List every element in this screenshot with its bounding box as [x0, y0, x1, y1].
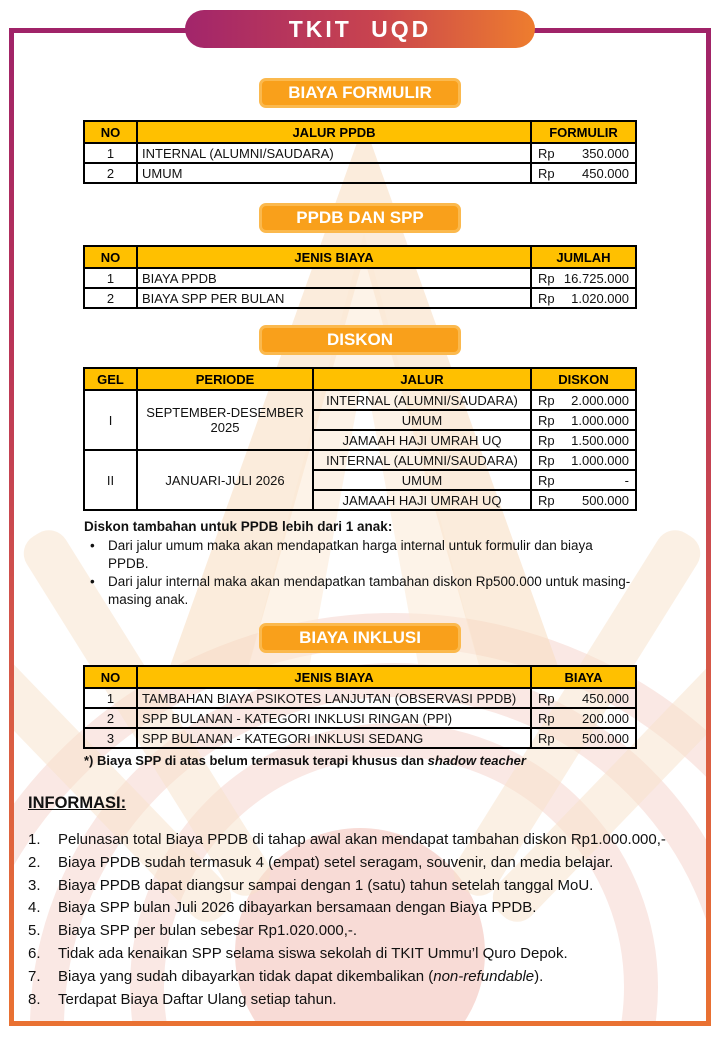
item-number: 4. [28, 899, 41, 917]
header-cell-no: NO [84, 246, 137, 268]
currency-label: Rp [538, 270, 555, 286]
cell-gel: I [84, 390, 137, 450]
currency-label: Rp [538, 432, 555, 448]
informasi-list [28, 829, 696, 1011]
currency-label: Rp [538, 392, 555, 408]
amount-value: 2.000.000 [571, 392, 629, 408]
note-text: Dari jalur internal maka akan mendapatkan tambahan diskon Rp500.000 untuk masing-masing anak. [108, 574, 631, 607]
list-item [28, 852, 696, 875]
inklusi-footnote [84, 753, 636, 768]
cell-no: 2 [84, 708, 137, 728]
amount-value: 200.000 [582, 710, 629, 726]
item-number: 2. [28, 853, 41, 871]
cell-amount [531, 450, 636, 470]
item-text [58, 966, 696, 989]
currency-label: Rp [538, 492, 555, 508]
list-item [28, 897, 696, 920]
item-text-italic: non-refundable [433, 967, 535, 985]
list-item [28, 943, 696, 966]
amount-value: - [624, 472, 629, 488]
cell-periode: SEPTEMBER-DESEMBER 2025 [137, 390, 313, 450]
formulir-table [83, 120, 637, 184]
currency-label: Rp [538, 145, 555, 161]
cell-amount [531, 410, 636, 430]
cell-amount [531, 268, 636, 288]
header-cell-biaya: BIAYA [531, 666, 636, 688]
currency-label: Rp [538, 710, 555, 726]
currency-label: Rp [538, 690, 555, 706]
section-banner-biaya-formulir: BIAYA FORMULIR [259, 78, 461, 108]
amount-value: 500.000 [582, 492, 629, 508]
cell-amount [531, 728, 636, 748]
list-item [28, 989, 696, 1012]
header-cell-jumlah: JUMLAH [531, 246, 636, 268]
cell-no: 2 [84, 163, 137, 183]
list-item [84, 537, 636, 573]
currency-label: Rp [538, 730, 555, 746]
item-number: 6. [28, 944, 41, 962]
ppdb-spp-table [83, 245, 637, 309]
item-number: 1. [28, 831, 41, 848]
amount-value: 1.020.000 [571, 290, 629, 306]
section-banner-biaya-inklusi: BIAYA INKLUSI [259, 623, 461, 653]
cell-name: SPP BULANAN - KATEGORI INKLUSI RINGAN (PPI) [137, 708, 531, 728]
currency-label: Rp [538, 412, 555, 428]
cell-amount [531, 470, 636, 490]
amount-value: 450.000 [582, 165, 629, 181]
amount-value: 350.000 [582, 145, 629, 161]
table-row [84, 390, 636, 410]
currency-label: Rp [538, 472, 555, 488]
cell-amount [531, 288, 636, 308]
cell-no: 1 [84, 688, 137, 708]
footnote-italic-text: shadow teacher [427, 753, 526, 768]
list-item [84, 573, 636, 609]
table-row [84, 288, 636, 308]
item-text-suffix: ). [534, 967, 544, 985]
item-text: Biaya SPP bulan Juli 2026 dibayarkan bersamaan dengan Biaya PPDB. [58, 899, 537, 917]
header-cell-periode: PERIODE [137, 368, 313, 390]
diskon-table [83, 367, 637, 511]
header-cell-diskon: DISKON [531, 368, 636, 390]
cell-name: INTERNAL (ALUMNI/SAUDARA) [137, 143, 531, 163]
table-header-row [84, 246, 636, 268]
list-item [28, 966, 696, 989]
cell-periode: JANUARI-JULI 2026 [137, 450, 313, 510]
cell-no: 1 [84, 143, 137, 163]
amount-value: 500.000 [582, 730, 629, 746]
informasi-section [28, 794, 696, 1011]
item-text: Biaya PPDB sudah termasuk 4 (empat) setel seragam, souvenir, dan media belajar. [58, 853, 614, 871]
header-cell-no: NO [84, 666, 137, 688]
bullet-icon: • [90, 538, 95, 553]
cell-amount [531, 163, 636, 183]
cell-jalur: JAMAAH HAJI UMRAH UQ [313, 490, 531, 510]
amount-value: 1.000.000 [571, 412, 629, 428]
currency-label: Rp [538, 452, 555, 468]
amount-value: 1.000.000 [571, 452, 629, 468]
header-cell-jenis-biaya: JENIS BIAYA [137, 666, 531, 688]
cell-amount [531, 708, 636, 728]
inklusi-table [83, 665, 637, 749]
cell-name: SPP BULANAN - KATEGORI INKLUSI SEDANG [137, 728, 531, 748]
table-header-row [84, 368, 636, 390]
item-number: 7. [28, 967, 41, 985]
list-item [28, 875, 696, 898]
bullet-icon: • [90, 574, 95, 589]
informasi-heading: INFORMASI: [28, 794, 127, 812]
table-row [84, 163, 636, 183]
header-cell-jalur-ppdb: JALUR PPDB [137, 121, 531, 143]
table-row [84, 268, 636, 288]
cell-jalur: INTERNAL (ALUMNI/SAUDARA) [313, 390, 531, 410]
item-text: Biaya SPP per bulan sebesar Rp1.020.000,-. [58, 922, 358, 940]
section-banner-ppdb-dan-spp: PPDB DAN SPP [259, 203, 461, 233]
cell-name: BIAYA SPP PER BULAN [137, 288, 531, 308]
table-row [84, 143, 636, 163]
cell-name: UMUM [137, 163, 531, 183]
currency-label: Rp [538, 165, 555, 181]
item-text: Pelunasan total Biaya PPDB di tahap awal akan mendapat tambahan diskon Rp1.000.000,- [58, 831, 666, 848]
item-number: 3. [28, 876, 41, 894]
cell-amount [531, 688, 636, 708]
cell-jalur: INTERNAL (ALUMNI/SAUDARA) [313, 450, 531, 470]
cell-no: 1 [84, 268, 137, 288]
currency-label: Rp [538, 290, 555, 306]
cell-amount [531, 490, 636, 510]
header-cell-jenis-biaya: JENIS BIAYA [137, 246, 531, 268]
table-row [84, 708, 636, 728]
item-text-prefix: Biaya yang sudah dibayarkan tidak dapat dikembalikan ( [58, 967, 434, 985]
item-number: 5. [28, 922, 41, 940]
diskon-notes [84, 518, 636, 609]
list-item [28, 920, 696, 943]
table-row [84, 450, 636, 470]
header-cell-gel: GEL [84, 368, 137, 390]
cell-name: BIAYA PPDB [137, 268, 531, 288]
item-text: Tidak ada kenaikan SPP selama siswa sekolah di TKIT Ummu’l Quro Depok. [58, 944, 568, 962]
amount-value: 1.500.000 [571, 432, 629, 448]
item-number: 8. [28, 990, 41, 1008]
header-pill [185, 10, 535, 48]
header-cell-formulir: FORMULIR [531, 121, 636, 143]
page-title: TKIT UQD [288, 15, 432, 42]
header-cell-jalur: JALUR [313, 368, 531, 390]
cell-no: 2 [84, 288, 137, 308]
cell-amount [531, 143, 636, 163]
table-header-row [84, 666, 636, 688]
amount-value: 16.725.000 [563, 270, 629, 286]
cell-amount [531, 430, 636, 450]
amount-value: 450.000 [582, 690, 629, 706]
cell-name: TAMBAHAN BIAYA PSIKOTES LANJUTAN (OBSERVASI PPDB) [137, 688, 531, 708]
cell-gel: II [84, 450, 137, 510]
cell-jalur: UMUM [313, 470, 531, 490]
cell-jalur: UMUM [313, 410, 531, 430]
table-row [84, 728, 636, 748]
list-item [28, 829, 696, 852]
footnote-text: *) Biaya SPP di atas belum termasuk terapi khusus dan [84, 753, 428, 768]
table-row [84, 688, 636, 708]
item-text: Terdapat Biaya Daftar Ulang setiap tahun. [58, 990, 337, 1008]
cell-amount [531, 390, 636, 410]
cell-jalur: JAMAAH HAJI UMRAH UQ [313, 430, 531, 450]
cell-no: 3 [84, 728, 137, 748]
note-text: Dari jalur umum maka akan mendapatkan harga internal untuk formulir dan biaya PPDB. [108, 538, 593, 571]
section-banner-diskon: DISKON [259, 325, 461, 355]
diskon-notes-heading: Diskon tambahan untuk PPDB lebih dari 1 anak: [84, 519, 393, 534]
header-cell-no: NO [84, 121, 137, 143]
item-text: Biaya PPDB dapat diangsur sampai dengan 1 (satu) tahun setelah tanggal MoU. [58, 876, 594, 894]
table-header-row [84, 121, 636, 143]
